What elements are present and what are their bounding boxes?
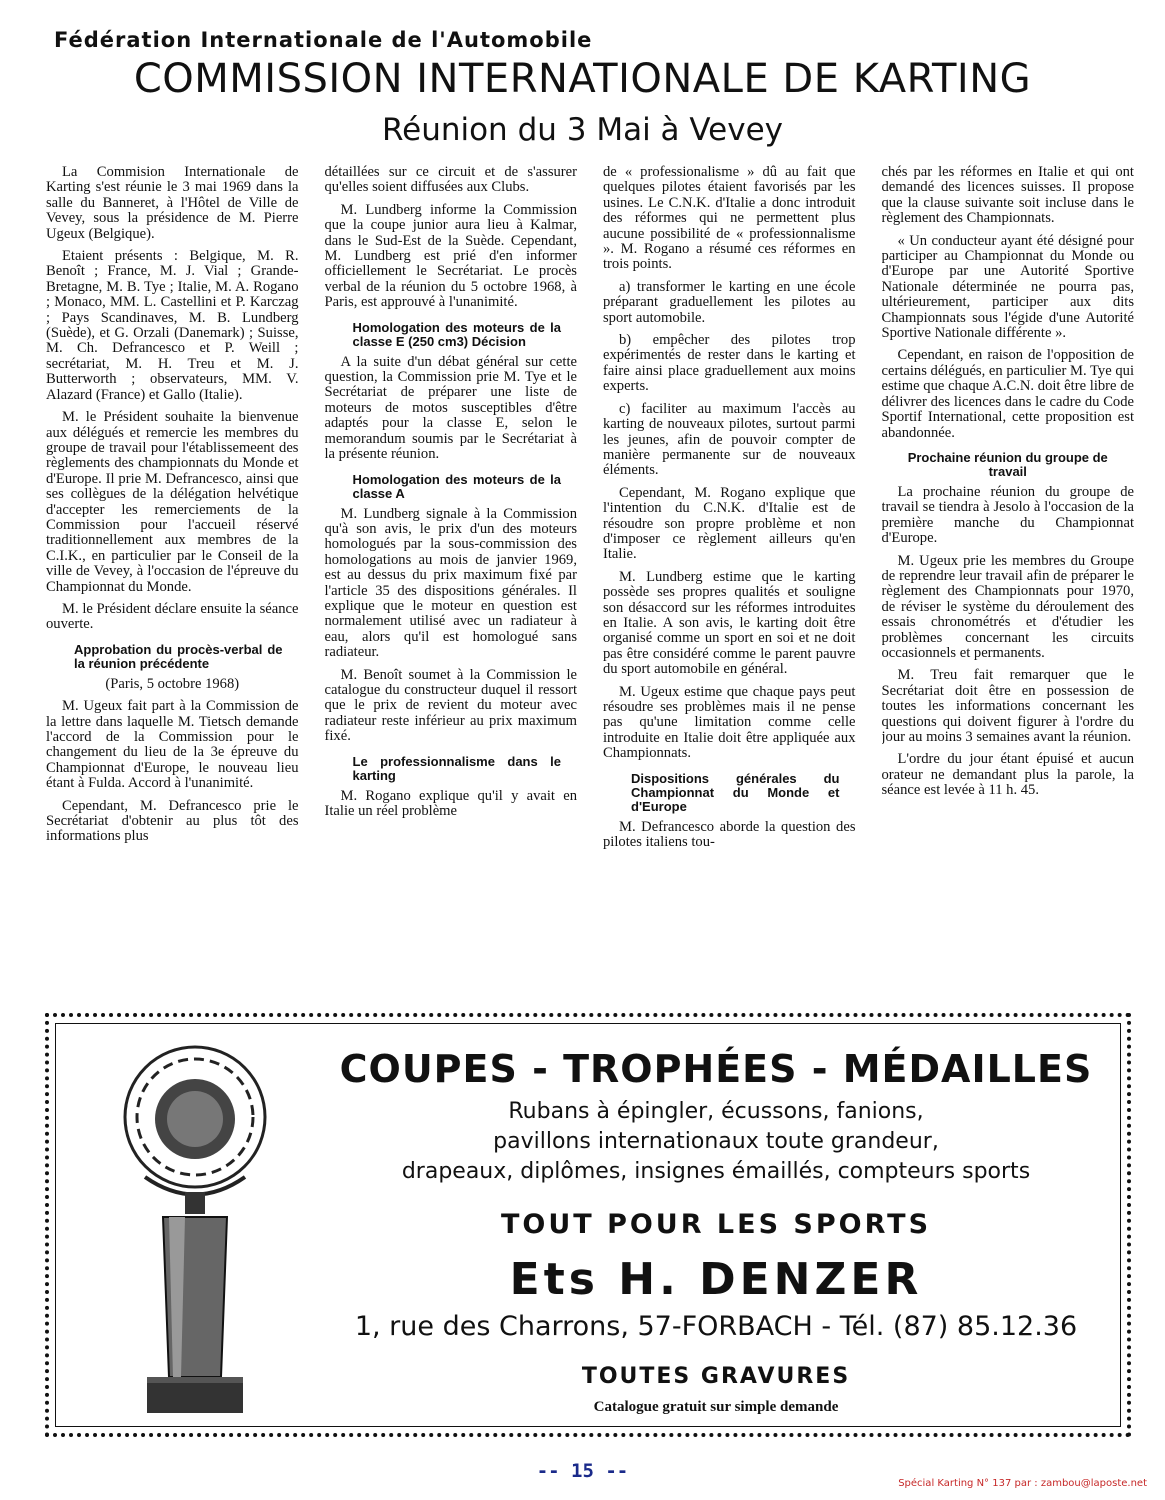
column-3: [603, 165, 856, 1000]
ad-company-name: Ets H. DENZER: [509, 1254, 923, 1305]
ad-line: drapeaux, diplômes, insignes émaillés, compteurs sports: [401, 1159, 1031, 1184]
paragraph: M. Ugeux estime que chaque pays peut résoudre ses problèmes mais il ne pense pas qu'une limitation comme celle introduite en Italie doit être appliquée aux Championnats.: [603, 683, 856, 762]
paragraph: M. Lundberg estime que le karting possède ses propres qualités et souligne son désaccord sur les réformes introduites en Italie. A son avis, le karting doit être organisé comme un sport en soi et ne doit pas être considéré comme le parent pauvre du sport automobile en général.: [603, 568, 856, 678]
ad-address: 1, rue des Charrons, 57-FORBACH - Tél. (87) 85.12.36: [354, 1311, 1078, 1342]
federation-kicker: Fédération Internationale de l'Automobile: [54, 28, 593, 52]
paragraph: Etaient présents : Belgique, M. R. Benoît ; France, M. J. Vial ; Grande-Bretagne, M. B. Tye ; Italie, M. A. Rogano ; Monaco, MM. L. Castellini et P. Karczag ; Pays Scandinaves, M. B. Lundberg (Suède), et G. Orzali (Danemark) ; Suisse, M. Ch. Defrancesco et P. Weill ; secrétariat, M. H. Treu et M. J. Butterworth ; observateurs, MM. V. Alazard (France) et Gallo (Italie).: [46, 248, 299, 403]
advertisement: [45, 1013, 1131, 1437]
paragraph: La prochaine réunion du groupe de travail se tiendra à Jesolo à l'occasion de la première manche du Championnat d'Europe.: [881, 483, 1134, 547]
column-4: [882, 165, 1135, 1000]
page-subtitle: Réunion du 3 Mai à Vevey: [381, 112, 784, 148]
paragraph: a) transformer le karting en une école préparant graduellement les pilotes au sport automobile.: [603, 278, 856, 326]
trophy-icon: [85, 1027, 325, 1427]
ad-headline: COUPES - TROPHÉES - MÉDAILLES: [339, 1047, 1093, 1091]
article-columns: [46, 165, 1134, 1000]
paragraph: M. Lundberg informe la Commission que la coupe junior aura lieu à Kalmar, dans le Sud-Est de la Suède. Cependant, M. Lundberg est prié d'en informer officiellement le Secrétariat. Le procès verbal de la réunion du 5 octobre 1968, à Paris, est approuvé à l'unanimité.: [324, 201, 577, 311]
paragraph: La Commision Internationale de Karting s'est réunie le 3 mai 1969 dans la salle du Banneret, à l'Hôtel de Ville de Vevey, sous la présidence de M. Pierre Ugeux (Belgique).: [46, 165, 299, 242]
ad-line: pavillons internationaux toute grandeur,: [493, 1129, 939, 1154]
column-2: [325, 165, 578, 1000]
ad-sports-slogan: TOUT POUR LES SPORTS: [500, 1209, 932, 1240]
paragraph: M. Ugeux prie les membres du Groupe de reprendre leur travail afin de préparer le règlement des Championnats pour 1970, de réviser le système du déroulement des essais chronométrés et d'étudier les problèmes concernant les circuits occasionnels et permanents.: [881, 552, 1134, 661]
paragraph: « Un conducteur ayant été désigné pour participer au Championnat du Monde ou d'Europe par une Autorité Sportive Nationale déterminée ne pourra pas, ultérieurement, participer aux dits Championnats sous l'égide d'une Autorité Sportive Nationale différente ».: [881, 232, 1134, 342]
paragraph: M. Defrancesco aborde la question des pilotes italiens tou-: [603, 818, 856, 851]
paragraph: M. Rogano explique qu'il y avait en Italie un réel problème: [324, 787, 577, 819]
footer-credit: Spécial Karting N° 137 par : zambou@laposte.net: [898, 1478, 1147, 1489]
section-heading: Dispositions générales du Championnat du Monde et d'Europe: [631, 770, 840, 814]
paragraph: A la suite d'un débat général sur cette question, la Commission prie M. Tye et le Secrétariat de préparer une liste de moteurs de motos susceptibles d'être adaptés pour la classe E, selon le memorandum soumis par le Secrétariat à la présente réunion.: [324, 353, 577, 463]
paragraph: de « professionalisme » dû au fait que quelques pilotes étaient favorisés par les usines. Le C.N.K. d'Italie a donc introduit des réformes qui ne permettent plus aucune possibilité de « professionnalisme ». M. Rogano a résumé ces réformes en trois points.: [603, 165, 856, 273]
page-number: -- 15 --: [536, 1460, 629, 1482]
paragraph: M. Lundberg signale à la Commission qu'à son avis, le prix d'un des moteurs homologués par la sous-commission des homologations au mois de janvier 1969, est au dessus du prix maximum fixé par l'article 35 des dispositions générales. Il explique que le moteur en question est normalement utilisé avec un radiateur à eau, alors qu'il est homologué sans radiateur.: [324, 505, 577, 661]
section-heading: Homologation des moteurs de la classe E (250 cm3) Décision: [352, 319, 561, 349]
paragraph: L'ordre du jour étant épuisé et aucun orateur ne demandant plus la parole, la séance est levée à 11 h. 45.: [881, 751, 1134, 799]
section-subheading: (Paris, 5 octobre 1968): [105, 675, 240, 692]
paragraph: Cependant, M. Defrancesco prie le Secrétariat d'obtenir au plus tôt des informations plus: [46, 797, 299, 845]
ad-text-block: [311, 1017, 1121, 1416]
ad-engraving: TOUTES GRAVURES: [581, 1364, 851, 1389]
paragraph: M. Benoît soumet à la Commission le catalogue du constructeur duquel il ressort que le prix de revient du moteur avec radiateur reste inférieur au prix maximum fixé.: [324, 666, 577, 745]
ad-line: Rubans à épingler, écussons, fanions,: [508, 1099, 924, 1124]
paragraph: b) empêcher des pilotes trop expérimentés de rester dans le karting et faire ainsi place graduellement aux moins experts.: [603, 332, 856, 395]
paragraph: M. le Président souhaite la bienvenue aux délégués et remercie les membres du groupe de travail pour l'établissemeent des règlements des championnats du Monde et d'Europe. Il prie M. Defrancesco, ainsi que ses collègues de la délégation helvétique d'accepter les remerciements de la Commission pour l'accueil réservé traditionnellement aux membres de la C.I.K., en particulier par le Conseil de la ville de Vevey, à l'occasion de l'épreuve du Championnat du Monde.: [46, 409, 299, 595]
paragraph: c) faciliter au maximum l'accès au karting de nouveaux pilotes, surtout parmi les jeunes, afin de pouvoir compter de manière permanente sur de nouveaux éléments.: [603, 400, 856, 479]
paragraph: détaillées sur ce circuit et de s'assurer qu'elles soient diffusées aux Clubs.: [324, 165, 577, 196]
paragraph: M. Ugeux fait part à la Commission de la lettre dans laquelle M. Tietsch demande l'accord de la Commission pour le changement du lieu de la 3e épreuve du Championnat d'Europe, le nouveau lieu étant à Fulda. Accord à l'unanimité.: [46, 698, 299, 792]
paragraph: Cependant, en raison de l'opposition de certains délégués, en particulier M. Tye qui estime que chaque A.C.N. doit être libre de délivrer des licences dans le cadre du Code Sportif International, cette proposition est abandonnée.: [881, 347, 1134, 441]
ad-product-lines: [311, 1097, 1121, 1187]
paragraph: M. Treu fait remarquer que le Secrétariat doit être en possession de toutes les informations concernant les questions qui doivent figurer à l'ordre du jour au moins 3 semaines avant la réunion.: [881, 667, 1134, 745]
paragraph: Cependant, M. Rogano explique que l'intention du C.N.K. d'Italie est de résoudre son propre problème et non d'imposer ce règlement ailleurs qu'en Italie.: [603, 484, 856, 563]
ad-catalog-note: Catalogue gratuit sur simple demande: [593, 1399, 839, 1415]
section-heading: Prochaine réunion du groupe de travail: [907, 449, 1108, 479]
paragraph: chés par les réformes en Italie et qui ont demandé des licences suisses. Il propose que la clause suivante soit incluse dans le règlement des Championnats.: [881, 165, 1134, 227]
page-title: COMMISSION INTERNATIONALE DE KARTING: [133, 56, 1032, 102]
column-1: [46, 165, 299, 1000]
section-heading: Homologation des moteurs de la classe A: [352, 471, 561, 501]
section-heading: Le professionnalisme dans le karting: [352, 753, 561, 783]
section-heading: Approbation du procès-verbal de la réunion précédente: [74, 641, 283, 671]
paragraph: M. le Président déclare ensuite la séance ouverte.: [46, 600, 299, 633]
